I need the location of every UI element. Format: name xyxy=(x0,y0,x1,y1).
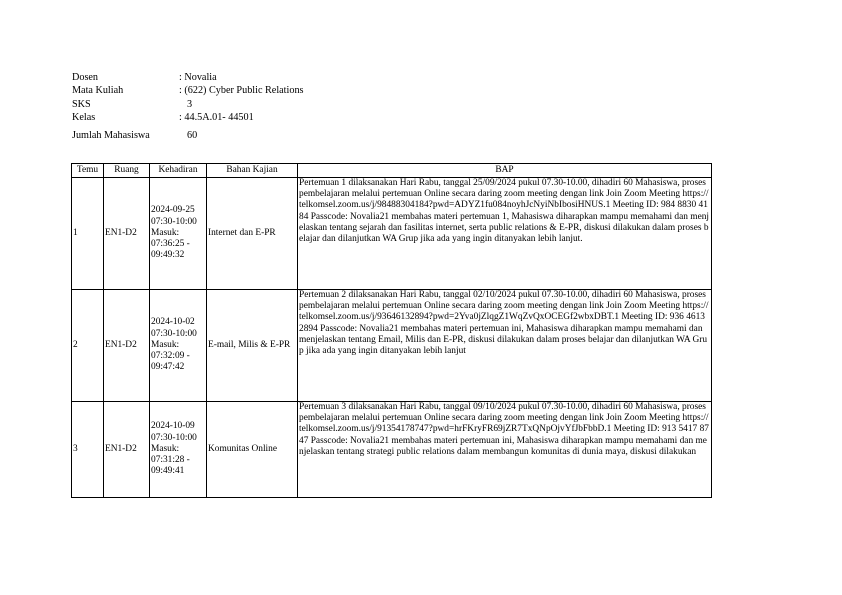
info-row-sks xyxy=(72,98,304,111)
kelas-value: : 44.5A.01- 44501 xyxy=(179,112,254,124)
header-bap: BAP xyxy=(298,164,712,178)
dosen-label: Dosen xyxy=(72,72,99,83)
info-row-matkul xyxy=(72,84,304,97)
cell-kehadiran: 2024-10-02 07:30-10:00 Masuk: 07:32:09 - 09:47:42 xyxy=(150,290,207,402)
course-info xyxy=(72,71,304,142)
info-row-kelas xyxy=(72,111,304,124)
header-ruang: Ruang xyxy=(104,164,150,178)
cell-kehadiran: 2024-09-25 07:30-10:00 Masuk: 07:36:25 - 09:49:32 xyxy=(150,178,207,290)
sks-label: SKS xyxy=(72,98,91,110)
cell-ruang: EN1-D2 xyxy=(104,402,150,498)
cell-bahan-kajian: Komunitas Online xyxy=(207,402,298,498)
jumlah-value: 60 xyxy=(187,129,198,141)
sks-value: 3 xyxy=(187,98,193,110)
cell-bahan-kajian: Internet dan E-PR xyxy=(207,178,298,290)
cell-ruang: EN1-D2 xyxy=(104,290,150,402)
cell-temu: 2 xyxy=(72,290,104,402)
info-row-dosen xyxy=(72,71,304,84)
table-header-row xyxy=(72,164,712,178)
table-row xyxy=(72,290,712,402)
cell-bap: Pertemuan 1 dilaksanakan Hari Rabu, tanggal 25/09/2024 pukul 07.30-10.00, dihadiri 60 Mahasiswa, proses pembelajaran melalui pertemuan Online secara daring zoom meeting dengan link Join Zoom Meeting https://telkomsel.zoom.us/j/98488304184?pwd=ADYZ1fu084noyhJcNyiNbIbosiHNUS.1 Meeting ID: 984 8830 4184 Passcode: Novalia21 membahas materi pertemuan 1, Mahasiswa diharapkan mampu memahami dan menjelaskan tentang sejarah dan fasilitas internet, serta public relations & E-PR, diskusi dilakukan dalam proses belajar dan dilanjutkan WA Grup jika ada yang ingin ditanyakan lebih lanjut. xyxy=(298,178,712,290)
cell-bap: Pertemuan 2 dilaksanakan Hari Rabu, tanggal 02/10/2024 pukul 07.30-10.00, dihadiri 60 Mahasiswa, proses pembelajaran melalui pertemuan Online secara daring zoom meeting dengan link Join Zoom Meeting https://telkomsel.zoom.us/j/93646132894?pwd=2Yva0jZlqgZ1WqZvQxOCEGf2wbxDBT.1 Meeting ID: 936 4613 2894 Passcode: Novalia21 membahas materi pertemuan ini, Mahasiswa diharapkan mampu memahami dan menjelaskan tentang Email, Milis dan E-PR, diskusi dilakukan dalam proses belajar dan dilanjutkan WA Grup jika ada yang ingin ditanyakan lebih lanjut xyxy=(298,290,712,402)
cell-ruang: EN1-D2 xyxy=(104,178,150,290)
table-row xyxy=(72,178,712,290)
kelas-label: Kelas xyxy=(72,112,96,124)
cell-temu: 1 xyxy=(72,178,104,290)
header-bahan-kajian: Bahan Kajian xyxy=(207,164,298,178)
cell-bap: Pertemuan 3 dilaksanakan Hari Rabu, tanggal 09/10/2024 pukul 07.30-10.00, dihadiri 60 Mahasiswa, proses pembelajaran melalui pertemuan Online secara daring zoom meeting dengan link Join Zoom Meeting https://telkomsel.zoom.us/j/91354178747?pwd=hrFKryFR69jZR7TxQNpOjvYfJbFbbD.1 Meeting ID: 913 5417 8747 Passcode: Novalia21 membahas materi pertemuan ini, Mahasiswa diharapkan mampu memahami dan menjelaskan tentang strategi public relations dalam membangun komunitas di dunia maya, diskusi dilakukan xyxy=(298,402,712,498)
bap-table xyxy=(71,163,712,498)
info-row-jumlah xyxy=(72,129,304,142)
header-temu: Temu xyxy=(72,164,104,178)
cell-bahan-kajian: E-mail, Milis & E-PR xyxy=(207,290,298,402)
matkul-label: Mata Kuliah xyxy=(72,85,124,97)
matkul-value: : (622) Cyber Public Relations xyxy=(179,85,304,97)
dosen-value: : Novalia xyxy=(179,72,217,83)
header-kehadiran: Kehadiran xyxy=(150,164,207,178)
cell-temu: 3 xyxy=(72,402,104,498)
table-row xyxy=(72,402,712,498)
jumlah-label: Jumlah Mahasiswa xyxy=(72,129,150,141)
cell-kehadiran: 2024-10-09 07:30-10:00 Masuk: 07:31:28 - 09:49:41 xyxy=(150,402,207,498)
